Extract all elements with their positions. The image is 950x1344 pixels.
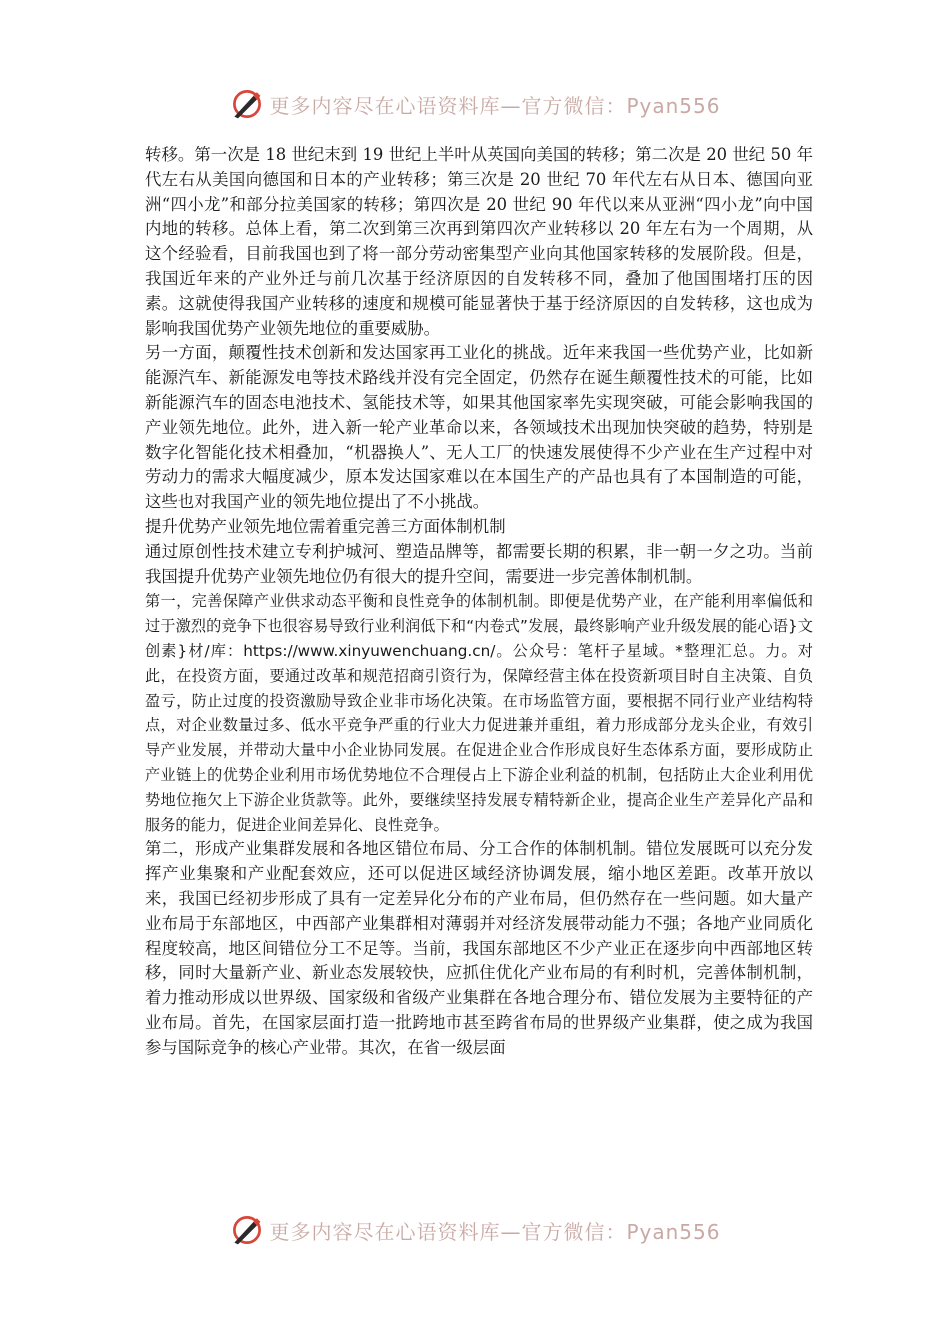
paragraph-intro: 通过原创性技术建立专利护城河、塑造品牌等，都需要长期的积累，非一朝一夕之功。当前我国提升优势产业领先地位仍有很大的提升空间，需要进一步完善体制机制。 (145, 541, 813, 586)
pen-logo-icon (229, 1212, 265, 1248)
paragraph-industry-transfer: 转移。第一次是 18 世纪末到 19 世纪上半叶从英国向美国的转移；第二次是 20 世纪 50 年代左右从美国向德国和日本的产业转移；第三次是 20 世纪 70 年代左右从日本、德国向亚洲“四小龙”和部分拉美国家的转移；第四次是 20 世纪 90 年代以来从亚洲“四小龙”向中国内地的转移。总体上看，第二次到第三次再到第四次产业转移以 20 年左右为一个周期，从这个经验看，目前我国也到了将一部分劳动密集型产业向其他国家转移的发展阶段。但是，我国近年来的产业外迁与前几次基于经济原因的自发转移不同，叠加了他国围堵打压的因素。这就使得我国产业转移的速度和规模可能显著快于基于经济原因的自发转移，这也成为影响我国优势产业领先地位的重要威胁。 (145, 145, 813, 338)
paragraph-disruptive-tech: 另一方面，颠覆性技术创新和发达国家再工业化的挑战。近年来我国一些优势产业，比如新能源汽车、新能源发电等技术路线并没有完全固定，仍然存在诞生颠覆性技术的可能，比如新能源汽车的固态电池技术、氢能技术等，如果其他国家率先实现突破，可能会影响我国的产业领先地位。此外，进入新一轮产业革命以来，各领域技术出现加快突破的趋势，特别是数字化智能化技术相叠加，“机器换人”、无人工厂的快速发展使得不少产业在生产过程中对劳动力的需求大幅度减少，原本发达国家难以在本国生产的产品也具有了本国制造的可能，这些也对我国产业的领先地位提出了不小挑战。 (145, 343, 813, 512)
pen-logo-icon (229, 86, 265, 122)
watermark-banner-bottom (0, 1208, 950, 1252)
paragraph-second-mechanism: 第二，形成产业集群发展和各地区错位布局、分工合作的体制机制。错位发展既可以充分发挥产业集聚和产业配套效应，还可以促进区域经济协调发展，缩小地区差距。改革开放以来，我国已经初步形成了具有一定差异化分布的产业布局，但仍然存在一些问题。如大量产业布局于东部地区，中西部产业集群相对薄弱并对经济发展带动能力不强；各地产业同质化程度较高，地区间错位分工不足等。当前，我国东部地区不少产业正在逐步向中西部地区转移，同时大量新产业、新业态发展较快，应抓住优化产业布局的有利时机，完善体制机制，着力推动形成以世界级、国家级和省级产业集群在各地合理分布、错位发展为主要特征的产业布局。首先，在国家层面打造一批跨地市甚至跨省布局的世界级产业集群，使之成为我国参与国际竞争的核心产业带。其次，在省一级层面 (145, 839, 813, 1057)
watermark-banner-top (0, 82, 950, 126)
watermark-text: 更多内容尽在心语资料库—官方微信：Pyan556 (269, 1219, 721, 1244)
document-body (145, 143, 813, 1060)
paragraph-first-mechanism: 第一，完善保障产业供求动态平衡和良性竞争的体制机制。即便是优势产业，在产能利用率偏低和过于激烈的竞争下也很容易导致行业利润低下和“内卷式”发展，最终影响产业升级发展的能心语}文创素}材/库：https://www.xinyuwenchuang.cn/。公众号：笔杆子星域。*整理汇总。力。对此，在投资方面，要通过改革和规范招商引资行为，保障经营主体在投资新项目时自主决策、自负盈亏，防止过度的投资激励导致企业非市场化决策。在市场监管方面，要根据不同行业产业结构特点，对企业数量过多、低水平竞争严重的行业大力促进兼并重组，着力形成部分龙头企业，有效引导产业发展，并带动大量中小企业协同发展。在促进企业合作形成良好生态体系方面，要形成防止产业链上的优势企业利用市场优势地位不合理侵占上下游企业利益的机制，包括防止大企业利用优势地位拖欠上下游企业货款等。此外，要继续坚持发展专精特新企业，提高企业生产差异化产品和服务的能力，促进企业间差异化、良性竞争。 (145, 592, 813, 834)
watermark-text: 更多内容尽在心语资料库—官方微信：Pyan556 (269, 93, 721, 118)
section-heading: 提升优势产业领先地位需着重完善三方面体制机制 (145, 516, 506, 536)
